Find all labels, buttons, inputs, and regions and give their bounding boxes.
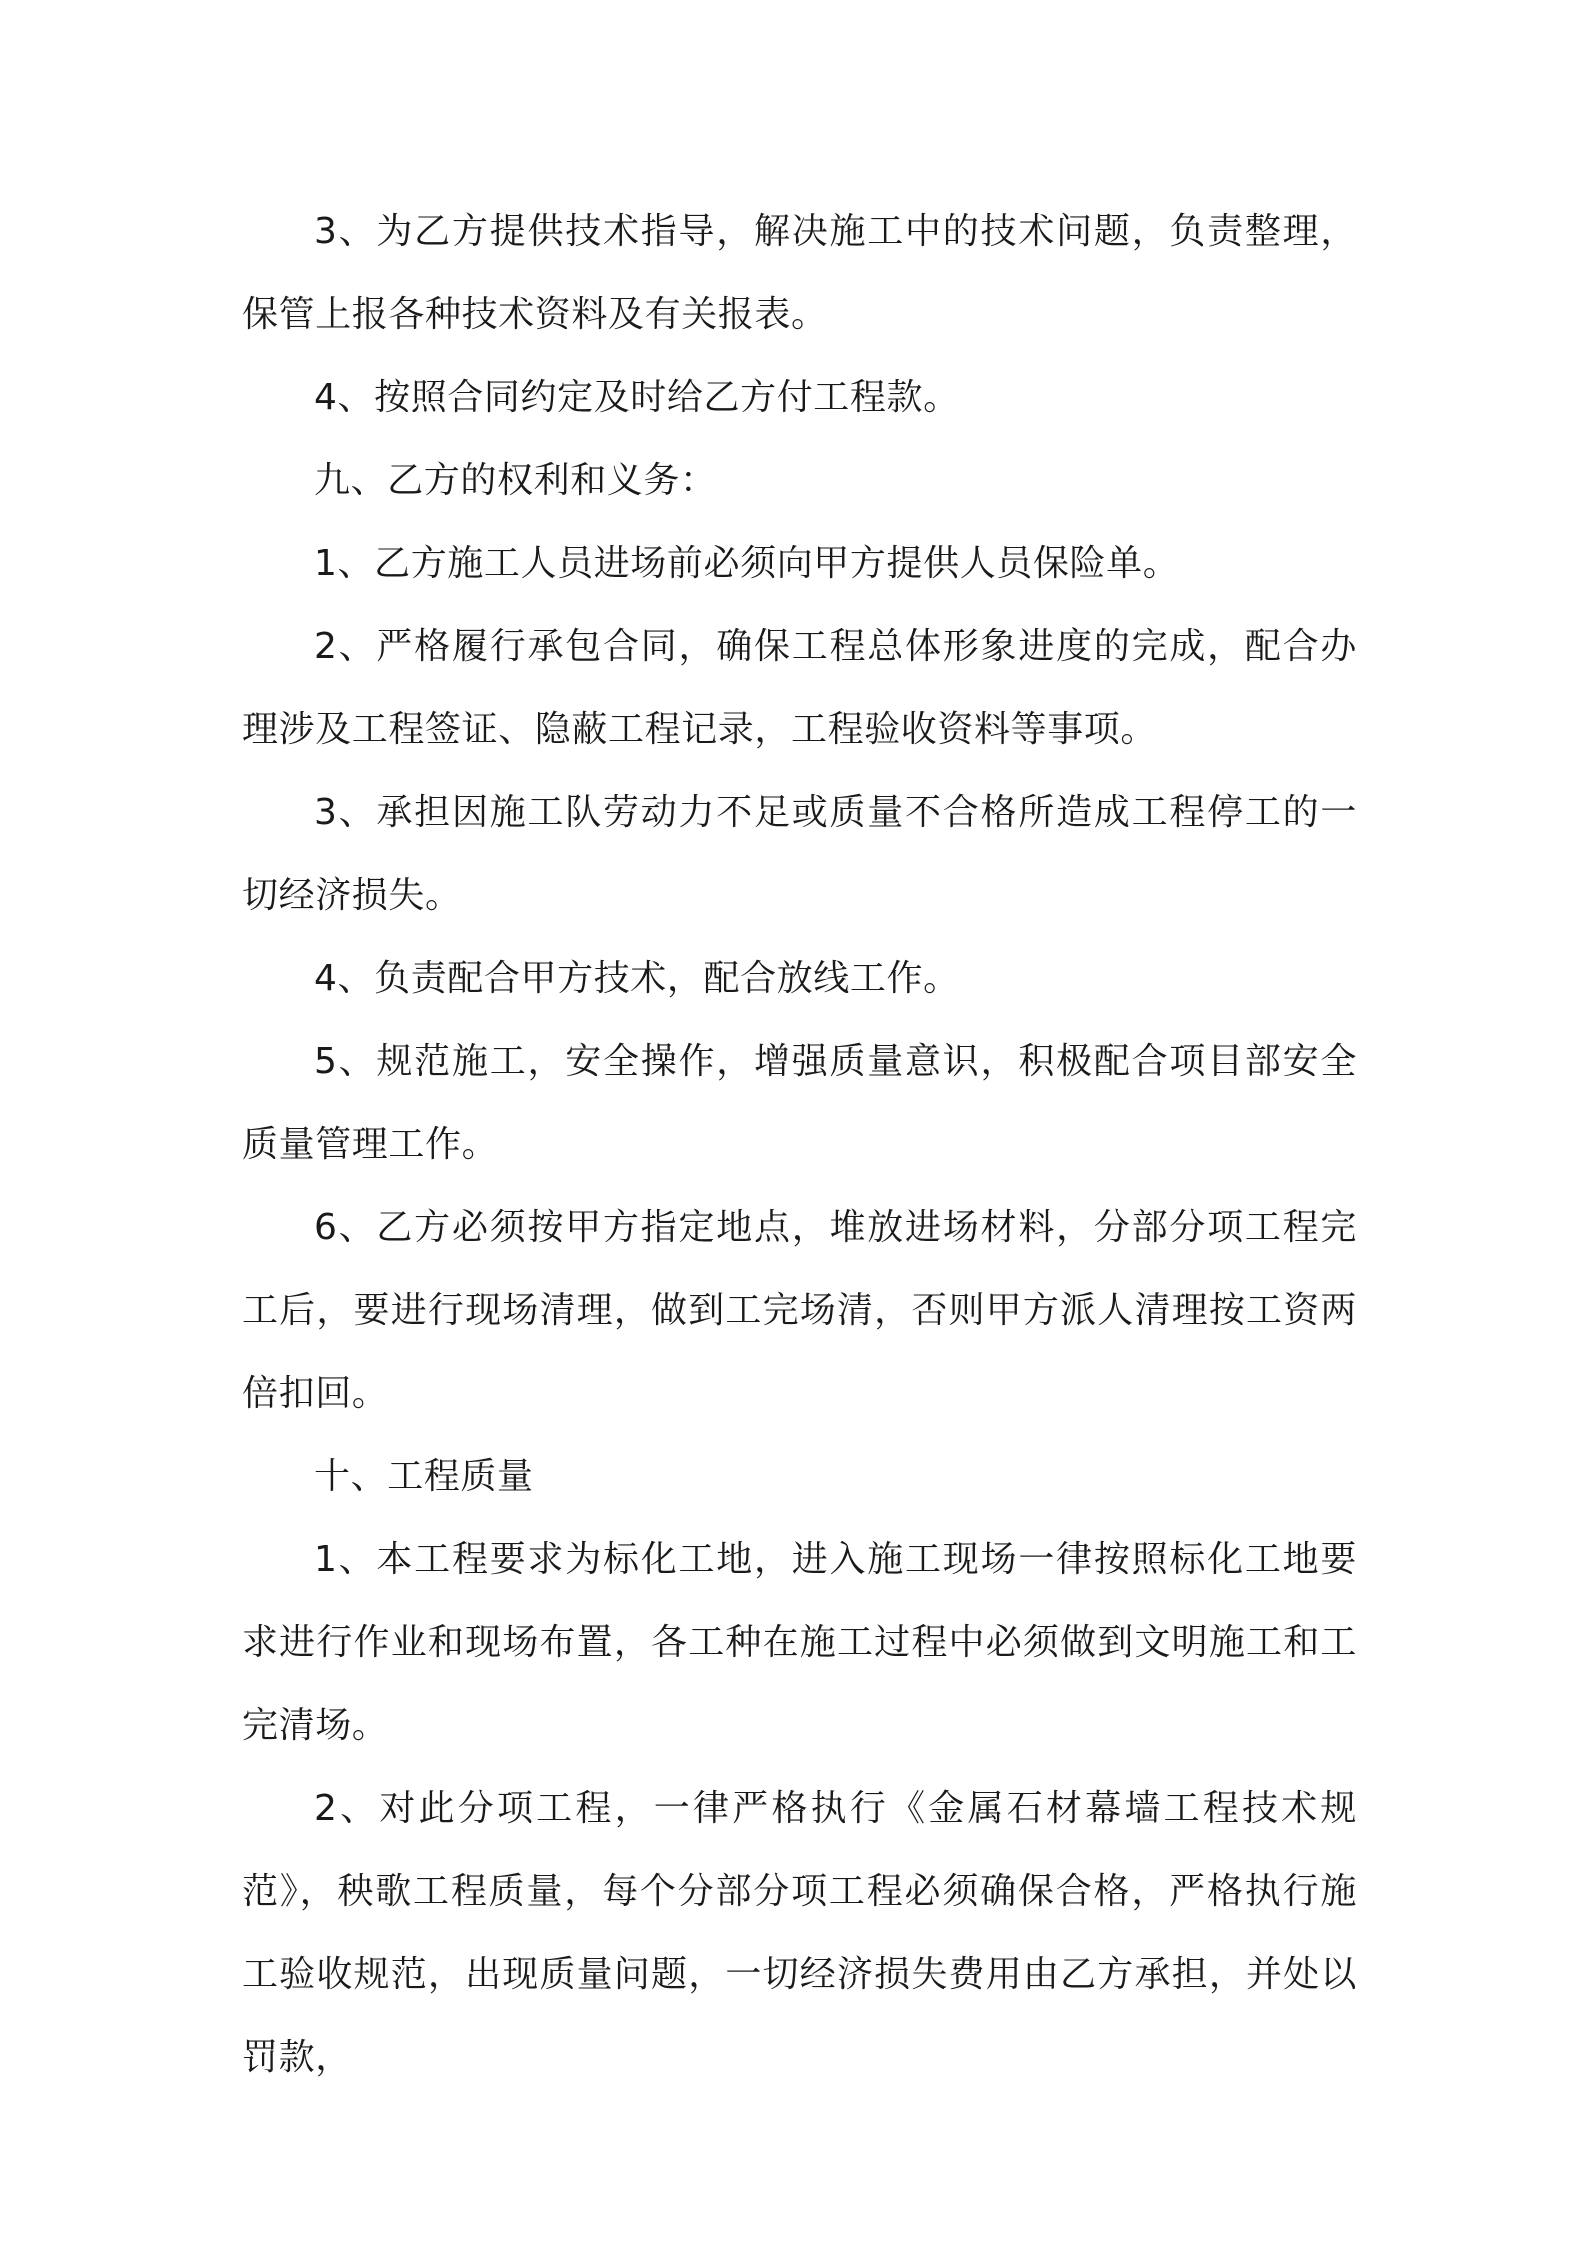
section-heading-quality: 十、工程质量 [314, 1456, 534, 1497]
paragraph-quality-1: 1、本工程要求为标化工地，进入施工现场一律按照标化工地要求进行作业和现场布置，各工种在施工过程中必须做到文明施工和工完清场。 [242, 1539, 1357, 1746]
document-body [242, 190, 1357, 2099]
paragraph-quality-2: 2、对此分项工程，一律严格执行《金属石材幕墙工程技术规范》，秧歌工程质量，每个分部分项工程必须确保合格，严格执行施工验收规范，出现质量问题，一切经济损失费用由乙方承担，并处以罚款， [242, 1788, 1357, 2078]
paragraph-party-b-duty-6: 6、乙方必须按甲方指定地点，堆放进场材料，分部分项工程完工后，要进行现场清理，做到工完场清，否则甲方派人清理按工资两倍扣回。 [242, 1207, 1357, 1414]
paragraph-party-a-duty-3: 3、为乙方提供技术指导，解决施工中的技术问题，负责整理，保管上报各种技术资料及有关报表。 [242, 211, 1357, 335]
paragraph-party-b-duty-4: 4、负责配合甲方技术，配合放线工作。 [314, 958, 960, 999]
paragraph-party-b-duty-5: 5、规范施工，安全操作，增强质量意识，积极配合项目部安全质量管理工作。 [242, 1041, 1357, 1165]
paragraph-party-b-duty-2: 2、严格履行承包合同，确保工程总体形象进度的完成，配合办理涉及工程签证、隐蔽工程记录，工程验收资料等事项。 [242, 626, 1357, 750]
paragraph-party-b-duty-3: 3、承担因施工队劳动力不足或质量不合格所造成工程停工的一切经济损失。 [242, 792, 1357, 916]
paragraph-party-a-duty-4: 4、按照合同约定及时给乙方付工程款。 [314, 377, 960, 418]
section-heading-party-b-rights: 九、乙方的权利和义务： [314, 460, 717, 501]
paragraph-party-b-duty-1: 1、乙方施工人员进场前必须向甲方提供人员保险单。 [314, 543, 1180, 584]
